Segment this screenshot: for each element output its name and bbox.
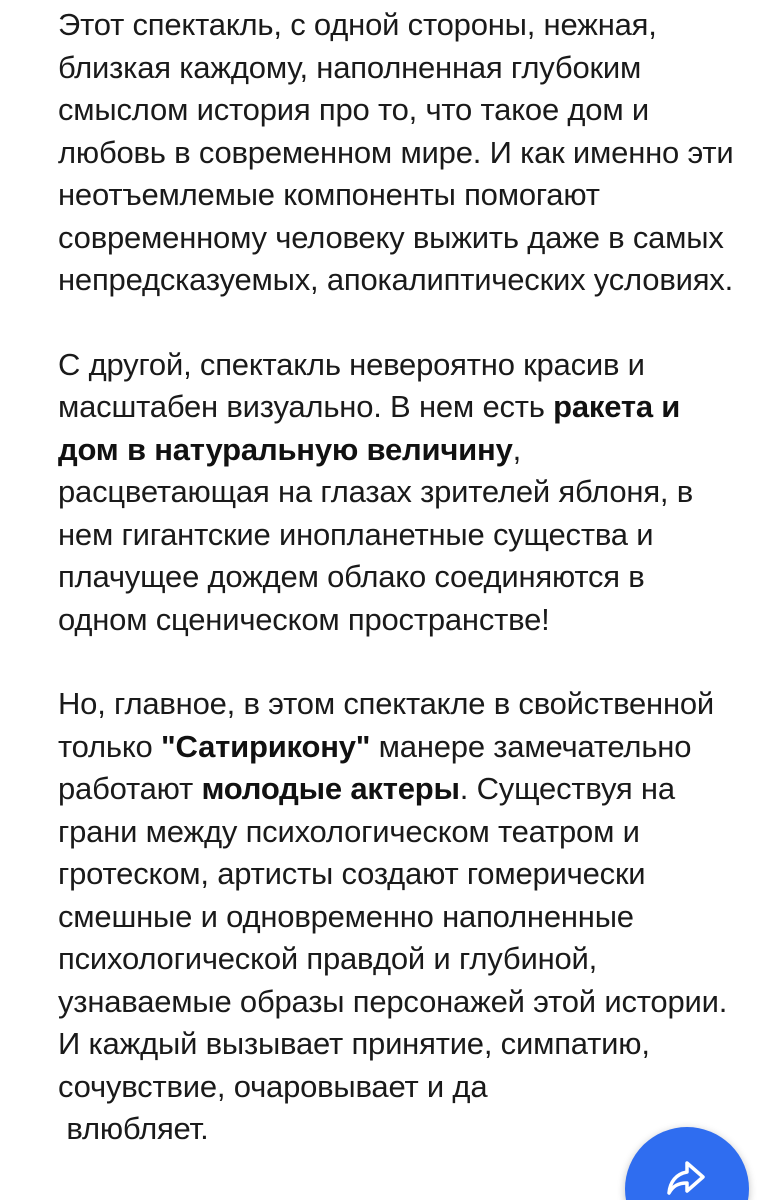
article-paragraph <box>58 344 738 642</box>
text-segment: С другой, спектакль невероятно красив и масштабен визуально. В нем есть <box>58 346 645 424</box>
text-segment: манере замечательно работают <box>58 728 692 806</box>
share-arrow-icon <box>665 1157 709 1200</box>
text-segment: влюбляет. <box>58 1111 209 1146</box>
text-segment: , расцветающая на глазах зрителей яблоня, в нем гигантские инопланетные существа и плачущее дождем облако соединяются в одном сценическом пространстве! <box>58 431 694 637</box>
bold-text-segment: "Сатирикону" <box>161 728 371 764</box>
bold-text-segment: молодые актеры <box>201 771 460 806</box>
bold-text-segment: ракета и дом в натуральную величину <box>58 389 681 467</box>
article-paragraph <box>58 4 738 302</box>
text-segment: . Существуя на грани между психологическом театром и гротеском, артисты создают гомерически смешные и одновременно наполненные психологической правдой и глубиной, узнаваемые образы персонажей этой истории. И каждый вызывает принятие, симпатию, сочувствие, очаровывает и да <box>58 771 728 1104</box>
text-segment: Но, главное, в этом спектакле в свойственной только <box>58 686 715 764</box>
text-segment: Этот спектакль, с одной стороны, нежная, близкая каждому, наполненная глубоким смыслом история про то, что такое дом и любовь в современном мире. И как именно эти неотъемлемые компоненты помогают современному человеку выжить даже в самых непредсказуемых, апокалиптических условиях. <box>58 7 734 297</box>
article-body <box>58 4 738 1193</box>
article-paragraph <box>58 683 738 1151</box>
